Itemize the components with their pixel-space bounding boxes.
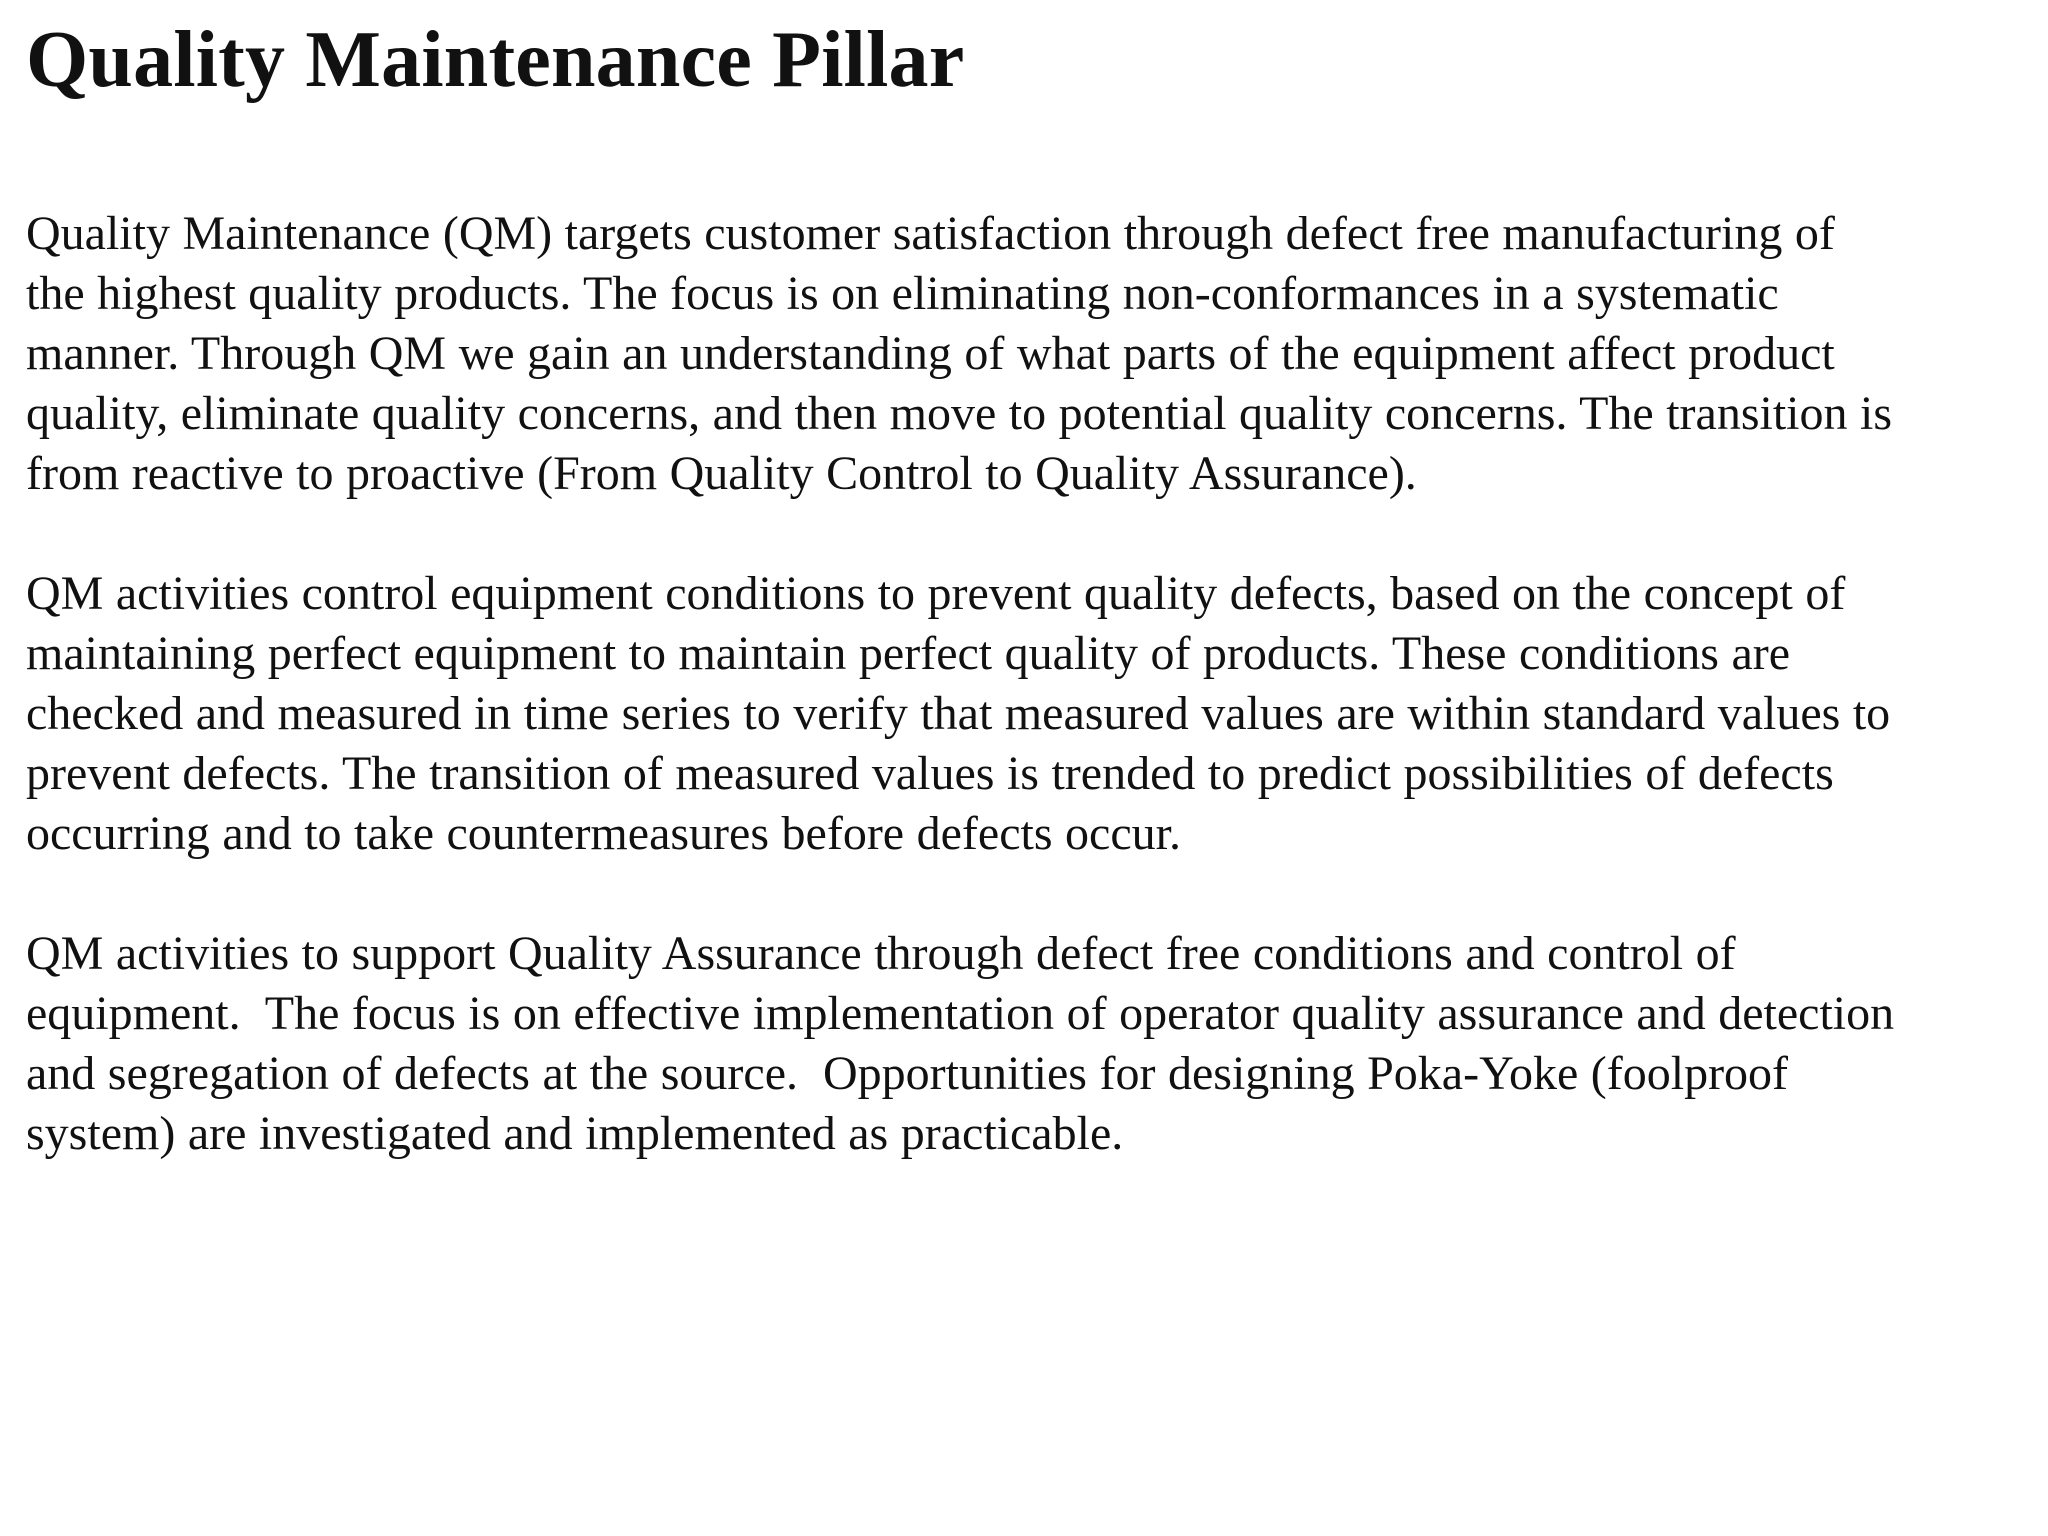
paragraph-qm-quality-assurance: QM activities to support Quality Assurance through defect free conditions and control of equipment. The focus is on effective implementation of operator quality assurance and detection and segregation of defects at the source. Opportunities for designing Poka-Yoke (foolproof system) are investigated and implemented as practicable.: [26, 927, 1895, 1160]
paragraph-qm-equipment-conditions: QM activities control equipment conditions to prevent quality defects, based on the concept of maintaining perfect equipment to maintain perfect quality of products. These conditions are checked and measured in time series to verify that measured values are within standard values to prevent defects. The transition of measured values is trended to predict possibilities of defects occurring and to take countermeasures before defects occur.: [26, 567, 1891, 860]
document-page: [26, 0, 2026, 1164]
paragraph-qm-overview: Quality Maintenance (QM) targets customer satisfaction through defect free manufacturing of the highest quality products. The focus is on eliminating non-conformances in a systematic manner. Through QM we gain an understanding of what parts of the equipment affect product quality, eliminate quality concerns, and then move to potential quality concerns. The transition is from reactive to proactive (From Quality Control to Quality Assurance).: [26, 207, 1893, 500]
page-title: Quality Maintenance Pillar: [26, 16, 965, 104]
